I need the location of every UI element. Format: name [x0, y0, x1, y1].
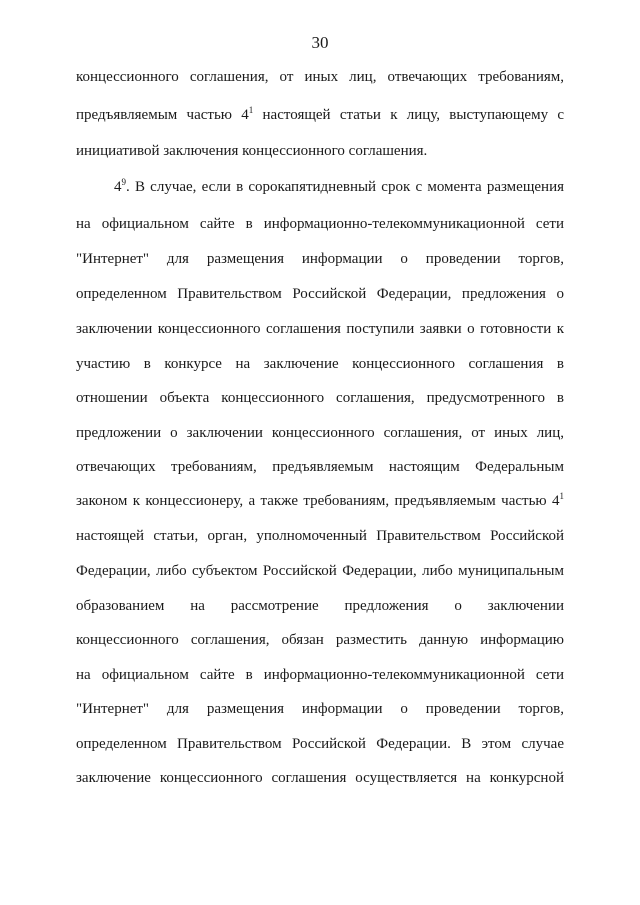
text-line [76, 424, 564, 442]
text-line-content: предложении о заключении концессионного соглашения, от иных лиц, [76, 425, 564, 441]
text-line [76, 769, 564, 787]
text-line [76, 700, 564, 718]
text-line [76, 68, 564, 86]
text-line-content: 4 [114, 179, 122, 195]
text-line [76, 597, 564, 615]
text-line [76, 106, 564, 124]
superscript: 1 [248, 106, 254, 115]
text-line [76, 215, 564, 233]
text-line-content: настоящей статьи, орган, уполномоченный Правительством Российской [76, 528, 564, 544]
text-line-content: отношении объекта концессионного соглашения, предусмотренного в [76, 390, 564, 406]
superscript: 9 [121, 178, 126, 187]
text-line [76, 355, 564, 373]
text-line [76, 320, 564, 338]
text-line-content: определенном Правительством Российской Федерации. В этом случае [76, 736, 564, 752]
text-line-content: "Интернет" для размещения информации о проведении торгов, [76, 701, 564, 717]
text-line-content: инициативой заключения концессионного соглашения. [76, 143, 428, 159]
text-line [76, 285, 564, 303]
text-line-content: на официальном сайте в информационно-телекоммуникационной сети [76, 667, 564, 683]
text-line-content: заключение концессионного соглашения осуществляется на конкурсной [76, 770, 564, 786]
text-line-content: Федерации, либо субъектом Российской Федерации, либо муниципальным [76, 563, 564, 579]
superscript: 1 [559, 492, 564, 501]
text-line [76, 250, 564, 268]
text-line-content: на официальном сайте в информационно-телекоммуникационной сети [76, 216, 564, 232]
text-line [76, 562, 564, 580]
text-line [76, 492, 564, 510]
text-line-content: предъявляемым частью 4 [76, 107, 249, 123]
text-line-tail: настоящей статьи к лицу, выступающему с [253, 107, 564, 123]
text-line [76, 666, 564, 684]
text-line [76, 631, 564, 649]
text-line [76, 458, 564, 476]
text-line-tail: . В случае, если в сорокапятидневный срок с момента размещения [126, 179, 564, 195]
text-line-content: концессионного соглашения, от иных лиц, отвечающих требованиям, [76, 69, 564, 85]
text-line [114, 178, 564, 196]
text-line [76, 389, 564, 407]
text-line-content: заключении концессионного соглашения поступили заявки о готовности к [76, 321, 564, 337]
text-line-content: концессионного соглашения, обязан разместить данную информацию [76, 632, 564, 648]
text-line-content: "Интернет" для размещения информации о проведении торгов, [76, 251, 564, 267]
text-line [76, 735, 564, 753]
text-line-content: определенном Правительством Российской Федерации, предложения о [76, 286, 564, 302]
text-line [76, 142, 564, 160]
text-line-content: участию в конкурсе на заключение концессионного соглашения в [76, 356, 564, 372]
text-line-content: отвечающих требованиям, предъявляемым настоящим Федеральным [76, 459, 564, 475]
page-number: 30 [311, 33, 329, 52]
text-line [76, 527, 564, 545]
text-line-content: законом к концессионеру, а также требованиям, предъявляемым частью 4 [76, 493, 560, 509]
text-line-content: образованием на рассмотрение предложения о заключении [76, 598, 564, 614]
